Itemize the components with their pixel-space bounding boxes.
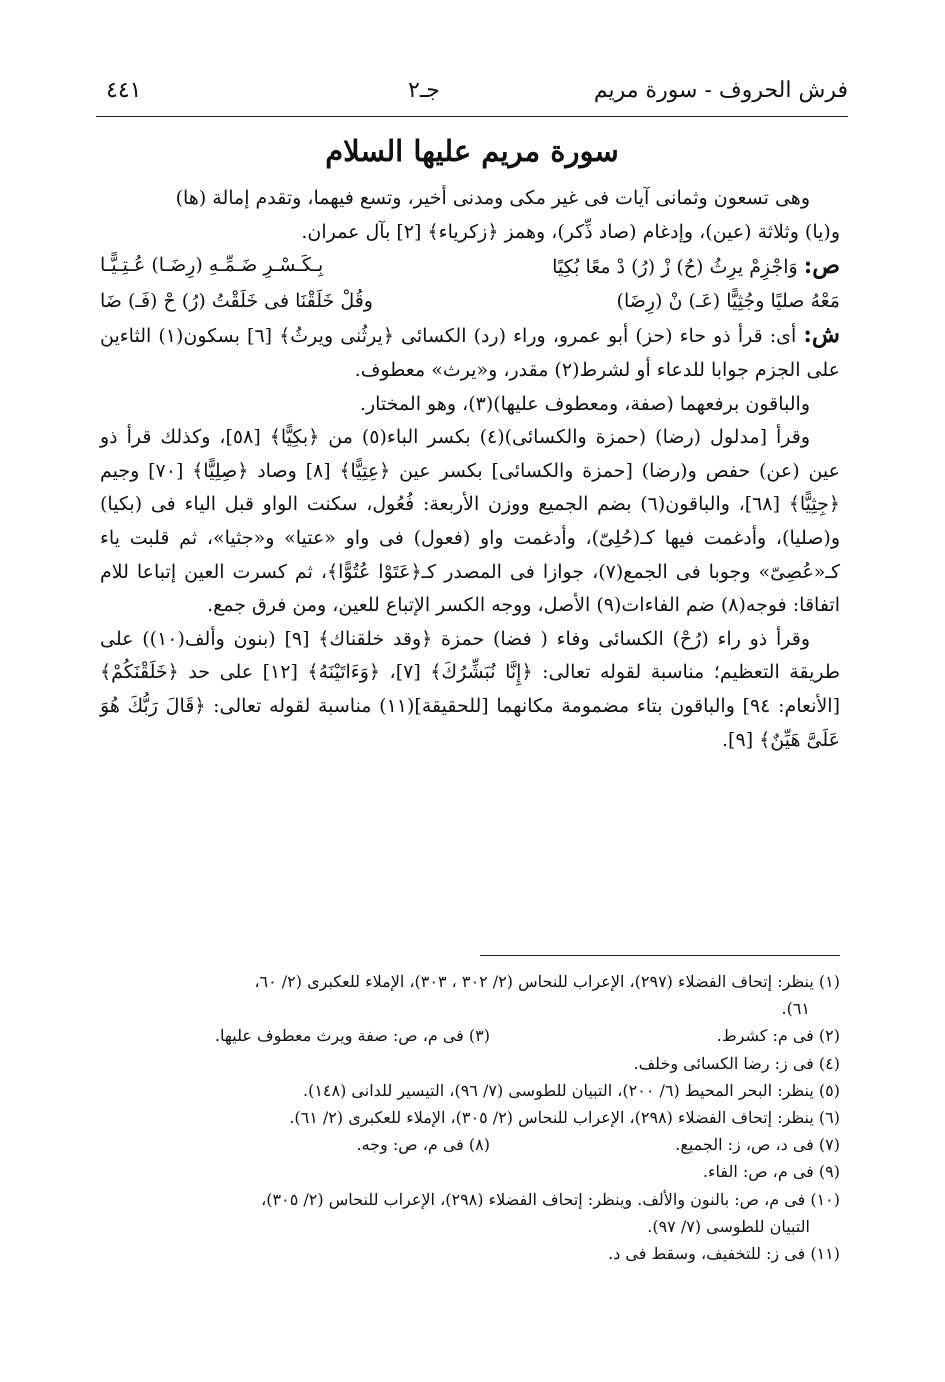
intro-line-1: وهى تسعون وثمانى آيات فى غير مكى ومدنى أخير، وتسع فيهما، وتقدم إمالة (ها) <box>175 187 810 209</box>
footnotes <box>90 968 840 1267</box>
surah-title: سورة مريم عليها السلام <box>325 134 619 168</box>
verse-hemistich-2b: وقُلْ خَلَقْنَا فى خَلَقْتُ (رُ) حْ (فَـ) ضَا <box>100 289 373 312</box>
footnote-10-continued: التبيان للطوسى (٧/ ٩٧). <box>647 1216 810 1236</box>
footnote-9: (٩) فى م، ص: الفاء. <box>702 1162 840 1182</box>
commentary-paragraph-1 <box>100 318 840 387</box>
footnote-7: (٧) فى د، ص، ز: الجميع. <box>675 1135 840 1155</box>
header-title: فرش الحروف - سورة مريم <box>593 78 848 103</box>
main-text <box>100 182 840 757</box>
commentary-p1-first: أى: قرأ ذو حاء (حز) أبو عمرو، وراء (رد) الكسائى ﴿يرثُنى ويرثُ﴾ [٦] <box>247 325 797 348</box>
footnote-10: (١٠) فى م، ص: بالنون والألف. وينظر: إتحاف الفضلاء (٢٩٨)، الإعراب للنحاس (٢/ ٣٠٥)، <box>261 1189 840 1209</box>
header-part-number: جـ٢ <box>408 78 440 103</box>
page-number: ٤٤١ <box>106 78 142 103</box>
intro-line-2: و(يا) وثلاثة (عين)، وإدغام (صاد ذِّكر)، وهمز ﴿زكرياء﴾ [٢] بآل عمران. <box>301 220 840 243</box>
footnote-5: (٥) ينظر: البحر المحيط (٦/ ٢٠٠)، التبيان للطوسى (٧/ ٩٦)، التيسير للدانى (١٤٨). <box>302 1080 840 1100</box>
commentary-paragraph-4: وقرأ ذو راء (رُحْ) الكسائى وفاء ( فضا) حمزة ﴿وقد خلقناك﴾ [٩] (بنون وألف(١٠)) على طريقة التعظيم؛ مناسبة لقوله تعالى: ﴿إِنَّا نُبَشِّرُكَ﴾ [٧]، ﴿وَءَاتَيْنَهُ﴾ [١٢] على حد ﴿خَلَقْنَكُمْ﴾ [الأنعام: ٩٤] والباقون بتاء مضمومة مكانهما [للحقيقة](١١) مناسبة لقوله تعالى: ﴿قَالَ رَبُّكَ هُوَ عَلَىَّ هَيِّنٌ﴾ [٩]. <box>100 627 840 751</box>
footnote-separator <box>480 955 840 956</box>
footnote-1-continued: ٦١). <box>781 999 810 1019</box>
commentary-marker: ش: <box>803 321 840 349</box>
footnote-2: (٢) فى م: كشرط. <box>716 1026 840 1046</box>
footnote-row-7-8 <box>90 1131 840 1158</box>
verse-line-2 <box>100 285 840 319</box>
verse-hemistich-1a: وَاجْزِمْ يرِثُ (حُ) زْ (رُ) دْ معًا بُكِيًا <box>552 256 798 279</box>
verse-block <box>100 249 840 318</box>
footnote-1: (١) ينظر: إتحاف الفضلاء (٢٩٧)، الإعراب للنحاس (٢/ ٣٠٢ ، ٣٠٣)، الإملاء للعكبرى (٢/ ٦٠، <box>254 972 840 991</box>
footnote-3: (٣) فى م، ص: صفة ويرث معطوف عليها. <box>214 1026 490 1046</box>
commentary-paragraph-2: والباقون برفعهما (صفة، ومعطوف عليها)(٣)، وهو المختار. <box>359 392 810 415</box>
commentary-paragraph-3: وقرأ [مدلول (رضا) (حمزة والكسائى)(٤) بكسر الباء(٥) من ﴿بكِيًّا﴾ [٥٨]، وكذلك قرأ ذو عين (عن) حفص و(رضا) [حمزة والكسائى] بكسر عين ﴿عِتِيًّا﴾ [٨] وصاد ﴿صِلِيًّا﴾ [٧٠] وجيم ﴿جِثِيًّا﴾ [٦٨]، والباقون(٦) بضم الجميع ووزن الأربعة: فُعُول، سكنت الواو قبل الياء فى (بكيا) و(صليا)، وأدغمت فيها كـ(حُلِىّ)، وأدغمت واو (فعول) فى واو «عتيا» و«جثيا»، ثم قلبت ياء كـ«عُصِىّ» وجوبا فى الجمع(٧)، جوازا فى المصدر كـ﴿عَتَوْا عُتُوًّا﴾، ثم كسرت العين إتباعا للام اتفاقا: فوجه(٨) ضم الفاءات(٩) الأصل، ووجه الكسر الإتباع للعين، ومن فرق جمع. <box>100 426 840 617</box>
verse-marker: ص: <box>803 252 840 280</box>
footnote-11: (١١) فى ز: للتخفيف، وسقط فى د. <box>608 1244 840 1264</box>
verse-line-1 <box>100 249 840 285</box>
verse-hemistich-2a: مَعْهُ صليًا وجُثِيًّا (عَـ) نْ (رِضَا) <box>616 289 840 312</box>
footnote-row-2-3 <box>90 1022 840 1049</box>
running-header <box>96 78 848 117</box>
footnote-4: (٤) فى ز: رضا الكسائى وخلف. <box>633 1053 840 1073</box>
footnote-8: (٨) فى م، ص: وجه. <box>356 1135 490 1155</box>
commentary-p1-rest: بسكون(١) الثاءين على الجزم جوابا للدعاء أو لشرط(٢) مقدر، و«يرث» معطوف. <box>100 325 840 381</box>
verse-hemistich-1b: بِـكَـسْـرِ ضَـمِّـهِ (رِضَـا) عُـتِـيًّـا <box>100 254 324 277</box>
footnote-6: (٦) ينظر: إتحاف الفضلاء (٢٩٨)، الإعراب للنحاس (٢/ ٣٠٥)، الإملاء للعكبرى (٢/ ٦١). <box>289 1108 840 1128</box>
